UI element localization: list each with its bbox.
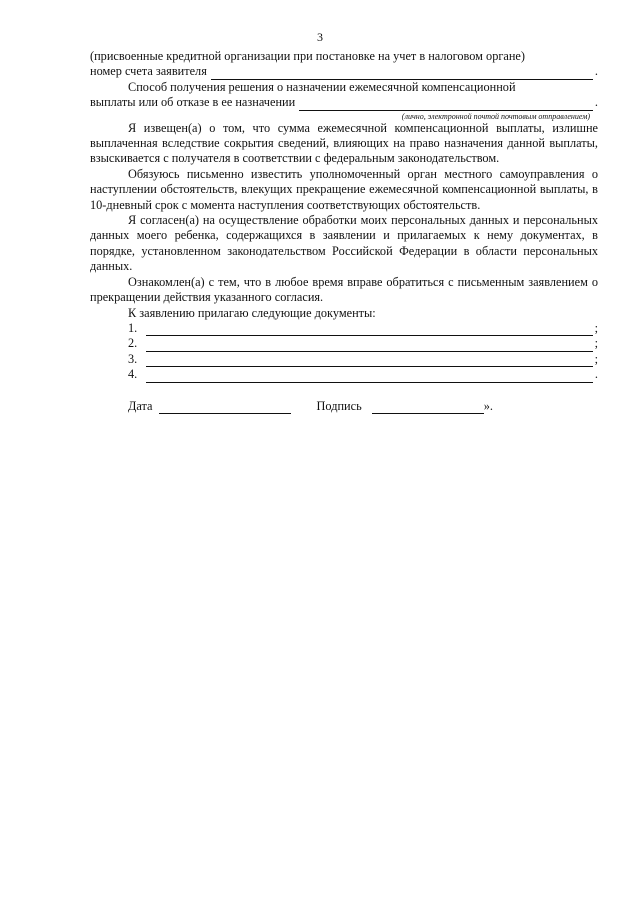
document-item-number: 4. <box>128 367 138 382</box>
document-item-end: ; <box>594 351 598 366</box>
paragraph-acquainted: Ознакомлен(а) с тем, что в любое время вправе обратиться с письменным заявлением о прекращении действия указанного согласия. <box>90 274 598 305</box>
document-item <box>90 321 598 336</box>
decision-method-field <box>90 95 598 110</box>
document-item-blank[interactable] <box>146 371 593 383</box>
date-label: Дата <box>128 398 153 413</box>
document-item-blank[interactable] <box>146 355 593 367</box>
signature-end: ». <box>483 398 493 413</box>
document-item-number: 1. <box>128 320 138 335</box>
decision-method-text: Способ получения решения о назначении ежемесячной компенсационной <box>128 79 516 94</box>
signature-blank[interactable] <box>372 402 484 414</box>
document-item-end: ; <box>594 336 598 351</box>
document-item-end: ; <box>594 320 598 335</box>
document-item-number: 2. <box>128 336 138 351</box>
document-item-blank[interactable] <box>146 324 593 336</box>
account-number-label: номер счета заявителя <box>90 64 207 79</box>
decision-method-hint: (лично, электронной почтой почтовым отправлением) <box>401 111 590 121</box>
date-blank[interactable] <box>159 402 291 414</box>
decision-method-label: выплаты или об отказе в ее назначении <box>90 95 296 110</box>
document-item <box>90 336 598 351</box>
document-item-number: 3. <box>128 351 138 366</box>
signature-label: Подпись <box>316 398 362 413</box>
decision-method-end: . <box>594 95 598 110</box>
signature-row <box>90 399 598 414</box>
account-note: (присвоенные кредитной организации при постановке на учет в налоговом органе) <box>90 49 525 63</box>
account-number-end: . <box>594 64 598 79</box>
paragraph-consent: Я согласен(а) на осуществление обработки моих персональных данных и персональных данных моего ребенка, содержащихся в заявлении и прилагаемых к нему документах, в порядке, установленном законодательством Российской Федерации в области персональных данных. <box>90 213 598 274</box>
decision-method-blank[interactable] <box>299 99 593 111</box>
document-item-end: . <box>594 367 598 382</box>
document-item-blank[interactable] <box>146 340 593 352</box>
paragraph-undertake: Обязуюсь письменно известить уполномоченный орган местного самоуправления о наступлении обстоятельств, влекущих прекращение ежемесячной компенсационной выплаты, в 10-дневный срок с момента наступления соответствующих обстоятельств. <box>90 166 598 212</box>
account-number-field <box>90 64 598 79</box>
page-number: 3 <box>317 30 323 44</box>
application-body <box>90 49 598 414</box>
paragraph-informed: Я извещен(а) о том, что сумма ежемесячной компенсационной выплаты, излишне выплаченная вследствие сокрытия сведений, влияющих на право назначения данной выплаты, взыскивается с получателя в соответствии с федеральным законодательством. <box>90 120 598 166</box>
documents-intro: К заявлению прилагаю следующие документы: <box>128 305 376 320</box>
document-item <box>90 352 598 367</box>
document-item <box>90 367 598 382</box>
account-number-blank[interactable] <box>211 68 593 80</box>
